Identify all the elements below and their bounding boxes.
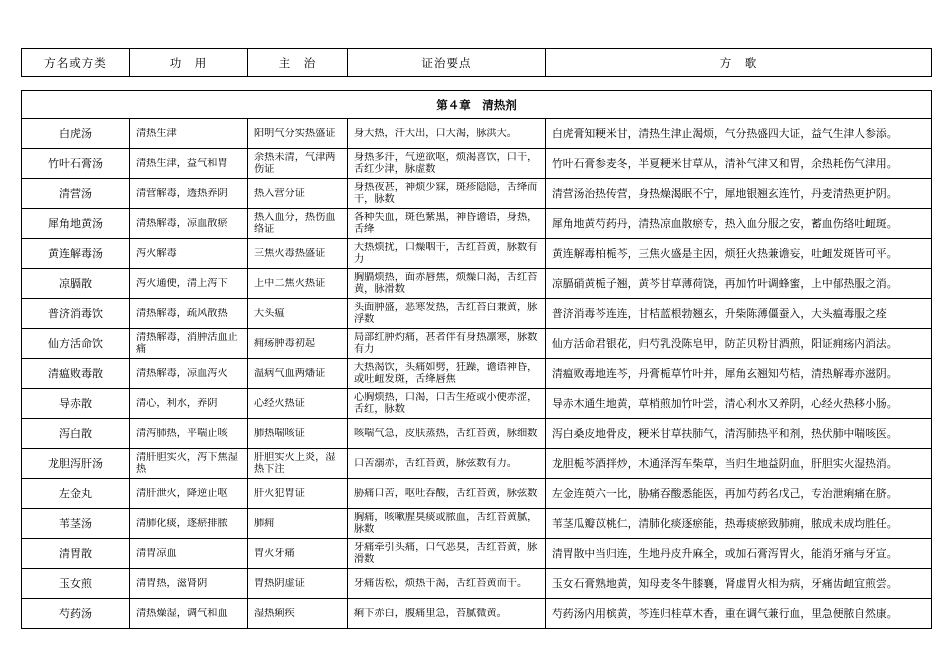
formula-key-points [348,209,546,239]
formula-function-text: 清热解毒，凉血散瘀 [136,217,228,229]
formula-key-points-text: 牙痛牵引头痛，口气恶臭，舌红苔黄，脉滑数 [354,541,538,565]
formula-indication-text: 上中二焦火热证 [254,277,326,289]
formula-key-points-text: 各种失血，斑色紫黑，神昏谵语，身热，舌绛 [354,211,538,235]
formula-function [130,569,248,599]
formula-function [130,509,248,539]
formula-song [546,359,932,389]
table-row [22,119,932,149]
table-row [22,599,932,629]
formula-indication [248,389,348,419]
formula-key-points [348,389,546,419]
formula-name-text: 清胃散 [59,547,92,560]
formula-key-points [348,239,546,269]
formula-function-text: 清肝泄火，降逆止呕 [136,487,228,499]
formula-function [130,449,248,479]
formula-song [546,509,932,539]
formula-key-points-text: 牙痛齿松，烦热干渴，舌红苔黄而干。 [354,577,528,589]
formula-indication [248,149,348,179]
formula-function-text: 清热燥湿，调气和血 [136,607,228,619]
table-row [22,389,932,419]
formula-song-text: 竹叶石膏参麦冬，半夏粳米甘草从，清补气津又和胃，余热耗伤气津用。 [552,157,898,170]
formula-indication-text: 肺痈 [254,517,275,529]
formula-function [130,419,248,449]
formula-function-text: 清胃热，滋肾阴 [136,577,208,589]
formula-song [546,599,932,629]
formula-song-text: 仙方活命君银花，归芍乳没陈皂甲，防芷贝粉甘酒煎，阳证痈疡内消法。 [552,337,898,350]
formula-function [130,599,248,629]
formula-indication-text: 余热未清，气津两伤证 [254,151,336,175]
formula-song [546,149,932,179]
formula-song-text: 芍药汤内用槟黄，芩连归桂草木香，重在调气兼行血，里急便脓自然康。 [552,607,898,620]
formula-key-points [348,359,546,389]
table-row [22,239,932,269]
formula-song [546,179,932,209]
formula-song-text: 左金连萸六一比，胁痛吞酸悉能医，再加芍药名戊己，专治泄痢痛在脐。 [552,487,898,500]
formula-indication [248,179,348,209]
formula-key-points [348,179,546,209]
formula-function-text: 清胃凉血 [136,547,177,559]
formula-indication [248,509,348,539]
formula-name [22,569,130,599]
formula-song [546,539,932,569]
chapter-title: 第４章 清热剂 [22,91,932,119]
formula-indication [248,359,348,389]
formula-key-points-text: 身热多汗，气逆欲呕，烦渴喜饮，口干，舌红少津，脉虚数 [354,151,538,175]
formula-key-points [348,149,546,179]
formula-indication [248,419,348,449]
table-row [22,449,932,479]
header-name: 方名或方类 [22,49,130,77]
formula-indication-text: 肺热喘咳证 [254,427,305,439]
formula-function-text: 清肺化痰，逐瘀排脓 [136,517,228,529]
formula-indication [248,329,348,359]
formula-function-text: 清热解毒，疏风散热 [136,307,228,319]
formula-key-points [348,539,546,569]
formula-indication-text: 胃火牙痛 [254,547,295,559]
formula-table [21,90,932,629]
formula-indication [248,479,348,509]
formula-indication [248,569,348,599]
formula-name [22,269,130,299]
formula-key-points [348,569,546,599]
formula-name-text: 白虎汤 [59,127,92,140]
formula-name-text: 仙方活命饮 [48,337,103,350]
formula-song-text: 清胃散中当归连，生地丹皮升麻全，或加石膏泻胃火，能消牙痛与牙宣。 [552,547,898,560]
table-row [22,269,932,299]
formula-key-points [348,329,546,359]
formula-key-points-text: 身热夜甚，神烦少寐，斑疹隐隐，舌绛而干，脉数 [354,181,538,205]
formula-name-text: 普济消毒饮 [48,307,103,320]
formula-key-points-text: 痢下赤白，腹痛里急，苔腻微黄。 [354,607,507,619]
formula-song-text: 泻白桑皮地骨皮，粳米甘草扶肺气，清泻肺热平和剂，热伏肺中喘咳医。 [552,427,898,440]
formula-indication-text: 心经火热证 [254,397,305,409]
formula-name [22,449,130,479]
formula-name-text: 芍药汤 [59,607,92,620]
formula-name [22,329,130,359]
formula-key-points-text: 胸膈烦热，面赤唇焦，烦燥口渴，舌红苔黄，脉滑数 [354,271,538,295]
formula-function [130,299,248,329]
formula-song [546,119,932,149]
header-row [22,49,932,77]
formula-indication [248,539,348,569]
table-row [22,479,932,509]
formula-name [22,239,130,269]
table-row [22,209,932,239]
formula-name-text: 玉女煎 [59,577,92,590]
formula-key-points [348,599,546,629]
column-header-table [21,48,932,77]
formula-name-text: 竹叶石膏汤 [48,157,103,170]
formula-indication [248,299,348,329]
table-row [22,539,932,569]
formula-name [22,479,130,509]
formula-function [130,359,248,389]
formula-function [130,389,248,419]
formula-key-points-text: 大热烦扰，口燥咽干，舌红苔黄，脉数有力 [354,241,538,265]
formula-function-text: 清热生津，益气和胃 [136,157,228,169]
formula-function [130,269,248,299]
formula-key-points-text: 心胸烦热，口渴，口舌生疮或小便赤涩，舌红，脉数 [354,391,538,415]
formula-function-text: 清营解毒，透热养阴 [136,187,228,199]
formula-name [22,209,130,239]
formula-song-text: 犀角地黄芍药丹，清热凉血散瘀专，热入血分服之安，蓄血伤络吐衄斑。 [552,217,898,230]
formula-function [130,119,248,149]
header-formula-song: 方 歌 [546,49,932,77]
formula-name-text: 龙胆泻肝汤 [48,457,103,470]
formula-indication-text: 肝胆实火上炎，湿热下注 [254,451,336,475]
formula-key-points [348,509,546,539]
formula-song-text: 清营汤治热传营，身热燥渴眠不宁，犀地银翘玄连竹，丹麦清热更护阴。 [552,187,898,200]
formula-name [22,149,130,179]
formula-key-points-text: 胁痛口苦，呕吐吞酸，舌红苔黄，脉弦数 [354,487,538,499]
formula-song-text: 苇茎瓜瓣苡桃仁，清肺化痰逐瘀能，热毒痰瘀致肺痈，脓成未成均胜任。 [552,517,898,530]
formula-song-text: 凉膈硝黄栀子翘，黄芩甘草薄荷饶，再加竹叶调蜂蜜，上中郁热服之消。 [552,277,898,290]
formula-indication-text: 胃热阴虚证 [254,577,305,589]
formula-key-points-text: 头面肿盛，恶寒发热，舌红苔白兼黄，脉浮数 [354,301,538,325]
formula-indication [248,119,348,149]
formula-name [22,179,130,209]
formula-name-text: 清营汤 [59,187,92,200]
formula-song-text: 清瘟败毒地连芩，丹膏栀草竹叶并，犀角玄翘知芍桔，清热解毒亦滋阴。 [552,367,898,380]
formula-name-text: 泻白散 [59,427,92,440]
formula-song-text: 玉女石膏熟地黄，知母麦冬牛膝襄，肾虚胃火相为病，牙痛齿衄宜煎尝。 [552,577,898,590]
formula-name [22,299,130,329]
formula-song-text: 黄连解毒柏栀芩，三焦火盛是主因，烦狂火热兼谵妄，吐衄发斑皆可平。 [552,247,898,260]
header-function: 功 用 [130,49,248,77]
formula-indication [248,209,348,239]
formula-function-text: 泻火通便，清上泻下 [136,277,228,289]
formula-key-points [348,449,546,479]
formula-indication-text: 阳明气分实热盛证 [254,127,336,139]
formula-name [22,359,130,389]
formula-function [130,329,248,359]
formula-song [546,269,932,299]
formula-indication [248,599,348,629]
formula-function [130,149,248,179]
formula-song [546,479,932,509]
formula-song [546,449,932,479]
formula-function-text: 清热生津 [136,127,177,139]
formula-name [22,389,130,419]
table-row [22,359,932,389]
formula-song-text: 导赤木通生地黄，草梢煎加竹叶尝，清心利水又养阴，心经火热移小肠。 [552,397,898,410]
formula-indication [248,239,348,269]
formula-song [546,419,932,449]
formula-function [130,179,248,209]
formula-indication-text: 湿热痢疾 [254,607,295,619]
table-row [22,509,932,539]
formula-key-points [348,419,546,449]
formula-song [546,329,932,359]
formula-key-points-text: 胸痛，咳嗽腥臭痰或脓血，舌红苔黄腻，脉数 [354,511,538,535]
formula-function [130,239,248,269]
header-key-points: 证治要点 [348,49,546,77]
formula-key-points [348,119,546,149]
formula-name-text: 凉膈散 [59,277,92,290]
formula-name-text: 导赤散 [59,397,92,410]
formula-name-text: 清瘟败毒散 [48,367,103,380]
formula-key-points-text: 大热渴饮，头痛如劈，狂躁，谵语神昏，或吐衄发斑，舌绛唇焦 [354,361,538,385]
formula-key-points [348,299,546,329]
formula-indication-text: 温病气血两燔证 [254,367,326,379]
table-row [22,299,932,329]
formula-song-text: 普济消毒芩连连，甘桔蓝根勃翘玄，升柴陈薄僵蚕入，大头瘟毒服之痊 [552,307,887,320]
table-row [22,149,932,179]
formula-function-text: 清泻肺热，平喘止咳 [136,427,228,439]
formula-key-points-text: 口苦溺赤，舌红苔黄，脉弦数有力。 [354,457,517,469]
formula-name-text: 左金丸 [59,487,92,500]
formula-song [546,299,932,329]
formula-function [130,209,248,239]
formula-song [546,569,932,599]
formula-name [22,119,130,149]
formula-function-text: 清心，利水，养阴 [136,397,218,409]
formula-indication-text: 痈疡肿毒初起 [254,337,316,349]
formula-name-text: 苇茎汤 [59,517,92,530]
formula-song [546,239,932,269]
formula-indication [248,449,348,479]
table-row [22,329,932,359]
formula-indication-text: 三焦火毒热盛证 [254,247,326,259]
formula-indication [248,269,348,299]
formula-function-text: 清热解毒，凉血泻火 [136,367,228,379]
formula-indication-text: 热入血分，热伤血络证 [254,211,336,235]
formula-key-points-text: 局部红肿灼痛，甚者伴有身热凛寒，脉数有力 [354,331,538,355]
formula-key-points [348,269,546,299]
formula-function-text: 清肝胆实火，泻下焦湿热 [136,451,238,475]
formula-function [130,539,248,569]
formula-song-text: 白虎膏知粳米甘，清热生津止渴烦，气分热盛四大证，益气生津人参添。 [552,127,898,140]
table-row [22,569,932,599]
chapter-row [22,91,932,119]
formula-key-points-text: 身大热，汗大出，口大渴，脉洪大。 [354,127,517,139]
formula-indication-text: 肝火犯胃证 [254,487,305,499]
formula-function [130,479,248,509]
formula-name-text: 犀角地黄汤 [48,217,103,230]
table-row [22,419,932,449]
formula-key-points-text: 咳喘气急，皮肤蒸热，舌红苔黄，脉细数 [354,427,538,439]
formula-name [22,509,130,539]
table-row [22,179,932,209]
formula-name-text: 黄连解毒汤 [48,247,103,260]
formula-function-text: 清热解毒，消肿活血止痛 [136,331,238,355]
formula-key-points [348,479,546,509]
formula-name [22,599,130,629]
formula-song [546,389,932,419]
header-indication: 主 治 [248,49,348,77]
formula-function-text: 泻火解毒 [136,247,177,259]
formula-song-text: 龙胆栀芩酒拌炒，木通泽泻车柴草，当归生地益阴血，肝胆实火湿热消。 [552,457,898,470]
formula-name [22,539,130,569]
formula-song [546,209,932,239]
formula-indication-text: 大头瘟 [254,307,285,319]
formula-indication-text: 热入营分证 [254,187,305,199]
formula-name [22,419,130,449]
